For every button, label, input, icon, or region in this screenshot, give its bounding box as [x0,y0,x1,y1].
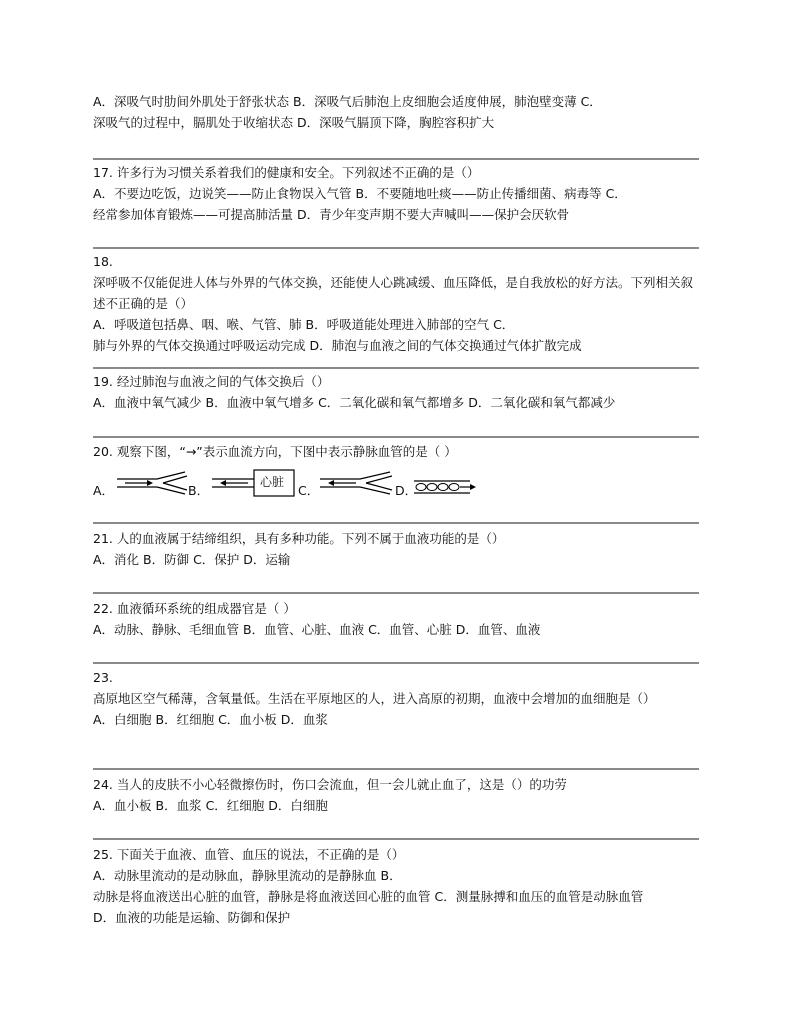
question-23 [93,667,705,730]
divider [93,158,699,160]
q25-options-line-3: D．血液的功能是运输、防御和保护 [93,910,291,925]
q23-stem: 高原地区空气稀薄，含氧量低。生活在平原地区的人，进入高原的初期，血液中会增加的血细胞是（） [93,691,656,706]
q20-diagram-c-icon [318,470,396,496]
q20-option-c-label: C． [298,483,320,498]
q17-options-line-2: 经常参加体育锻炼——可提高肺活量 D．青少年变声期不要大声喊叫——保护会厌软骨 [93,207,570,222]
q24-options-line-1: A．血小板 B．血浆 C．红细胞 D．白细胞 [93,798,328,813]
question-25 [93,844,705,928]
q18-options-line-2: 肺与外界的气体交换通过呼吸运动完成 D．肺泡与血液之间的气体交换通过气体扩散完成 [93,338,582,353]
q23-options-line-1: A．白细胞 B．红细胞 C．血小板 D．血浆 [93,712,328,727]
q25-options-line-1: A．动脉里流动的是动脉血，静脉里流动的是静脉血 B． [93,868,402,883]
divider [93,247,699,249]
divider [93,522,699,524]
question-24 [93,774,705,816]
q24-stem: 24. 当人的皮肤不小心轻微擦伤时，伤口会流血，但一会儿就止血了，这是（）的功劳 [93,777,567,792]
q18-stem: 深呼吸不仅能促进人体与外界的气体交换，还能使人心跳减缓、血压降低，是自我放松的好方法。下列相关叙述不正确的是（） [93,275,694,311]
q25-options-line-2: 动脉是将血液送出心脏的血管，静脉是将血液送回心脏的血管 C．测量脉搏和血压的血管是动脉血管 [93,889,644,904]
q20-option-b-label: B． [188,483,210,498]
q16-options-line-2: 深吸气的过程中，膈肌处于收缩状态 D．深吸气膈顶下降，胸腔容积扩大 [93,115,495,130]
q21-options-line-1: A．消化 B．防御 C．保护 D．运输 [93,552,291,567]
q20-option-a-label: A． [93,483,115,498]
q23-number: 23. [93,670,113,685]
q17-stem: 17. 许多行为习惯关系着我们的健康和安全。下列叙述不正确的是（） [93,165,480,180]
q16-options-line-1: A．深吸气时肋间外肌处于舒张状态 B．深吸气后肺泡上皮细胞会适度伸展，肺泡壁变薄 C． [93,94,602,109]
divider [93,768,699,770]
divider [93,838,699,840]
question-17 [93,162,705,225]
divider [93,592,699,594]
q18-options-line-1: A．呼吸道包括鼻、咽、喉、气管、肺 B．呼吸道能处理进入肺部的空气 C． [93,317,515,332]
q22-stem: 22. 血液循环系统的组成器官是（ ） [93,601,296,616]
q21-stem: 21. 人的血液属于结缔组织，具有多种功能。下列不属于血液功能的是（） [93,531,505,546]
question-22 [93,598,705,640]
q20-diagram-d-icon [412,478,478,496]
q20-option-d-label: D． [395,483,418,498]
divider [93,436,699,438]
q17-options-line-1: A．不要边吃饭，边说笑——防止食物误入气管 B．不要随地吐痰——防止传播细菌、病毒等 C． [93,186,627,201]
q20-diagram-a-icon [115,470,190,496]
divider [93,662,699,664]
question-21 [93,528,705,570]
q20-heart-label: 心脏 [260,475,285,489]
divider [93,367,699,369]
question-19 [93,371,705,413]
question-20 [93,441,705,462]
q20-stem: 20. 观察下图，“→”表示血流方向，下图中表示静脉血管的是（ ） [93,444,457,459]
question-18 [93,251,705,356]
q19-options-line-1: A．血液中氧气减少 B．血液中氧气增多 C．二氧化碳和氧气都增多 D．二氧化碳和氧气都减少 [93,395,616,410]
q19-stem: 19. 经过肺泡与血液之间的气体交换后（） [93,374,330,389]
question-16-options [93,91,705,133]
q20-diagram-b-icon [210,468,298,498]
q22-options-line-1: A．动脉、静脉、毛细血管 B．血管、心脏、血液 C．血管、心脏 D．血管、血液 [93,622,541,637]
q25-stem: 25. 下面关于血液、血管、血压的说法，不正确的是（） [93,847,405,862]
q18-number: 18. [93,254,113,269]
